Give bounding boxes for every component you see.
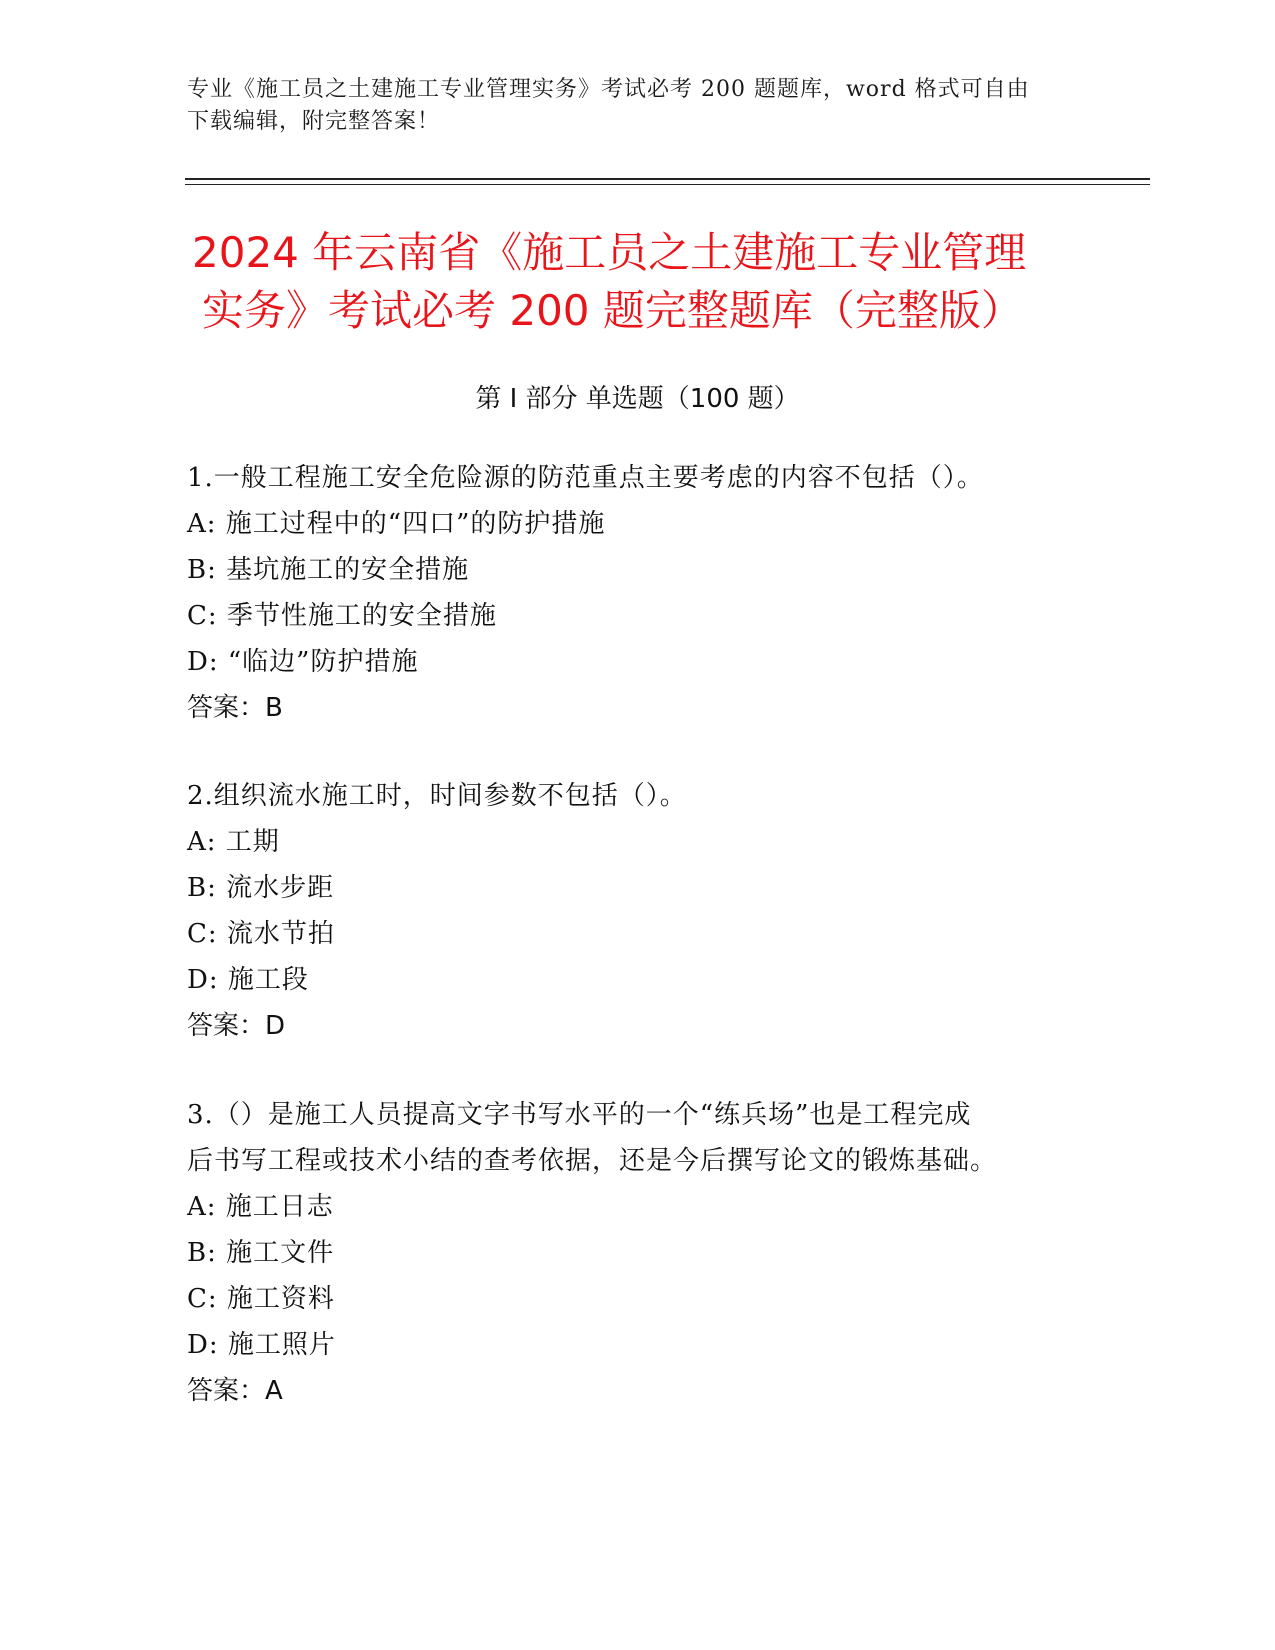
document-title (192, 224, 1112, 340)
document-title-line-1: 2024 年云南省《施工员之土建施工专业管理 (192, 228, 1027, 277)
document-title-line-2: 实务》考试必考 200 题完整题库（完整版） (202, 286, 1023, 335)
option-c: C: 季节性施工的安全措施 (187, 601, 497, 631)
option-d: D: 施工段 (187, 965, 309, 995)
header-note (187, 74, 1067, 138)
option-d: D: 施工照片 (187, 1330, 336, 1360)
option-d: D: “临边”防护措施 (187, 647, 419, 677)
option-b: B: 施工文件 (187, 1238, 335, 1268)
question-1 (187, 455, 1087, 731)
header-note-line-2: 下载编辑，附完整答案！ (187, 109, 441, 134)
header-divider-thick (185, 178, 1150, 180)
section-heading: 第 I 部分 单选题（100 题） (475, 384, 800, 414)
question-2 (187, 773, 1087, 1049)
answer: 答案：D (187, 1011, 286, 1041)
option-a: A: 施工日志 (187, 1192, 334, 1222)
option-b: B: 流水步距 (187, 873, 335, 903)
question-stem: 1.一般工程施工安全危险源的防范重点主要考虑的内容不包括（）。 (187, 463, 984, 493)
answer: 答案：B (187, 693, 283, 723)
question-stem: 2.组织流水施工时，时间参数不包括（）。 (187, 781, 687, 811)
question-stem-line-2: 后书写工程或技术小结的查考依据，还是今后撰写论文的锻炼基础。 (187, 1146, 998, 1176)
option-c: C: 施工资料 (187, 1284, 335, 1314)
question-3 (187, 1092, 1087, 1414)
option-b: B: 基坑施工的安全措施 (187, 555, 470, 585)
header-divider-thin (185, 184, 1150, 185)
question-stem-line-1: 3.（）是施工人员提高文字书写水平的一个“练兵场”也是工程完成 (187, 1100, 972, 1130)
option-c: C: 流水节拍 (187, 919, 335, 949)
answer: 答案：A (187, 1376, 283, 1406)
option-a: A: 工期 (187, 827, 280, 857)
header-note-line-1: 专业《施工员之土建施工专业管理实务》考试必考 200 题题库，word 格式可自由 (187, 77, 1030, 102)
option-a: A: 施工过程中的“四口”的防护措施 (187, 509, 606, 539)
